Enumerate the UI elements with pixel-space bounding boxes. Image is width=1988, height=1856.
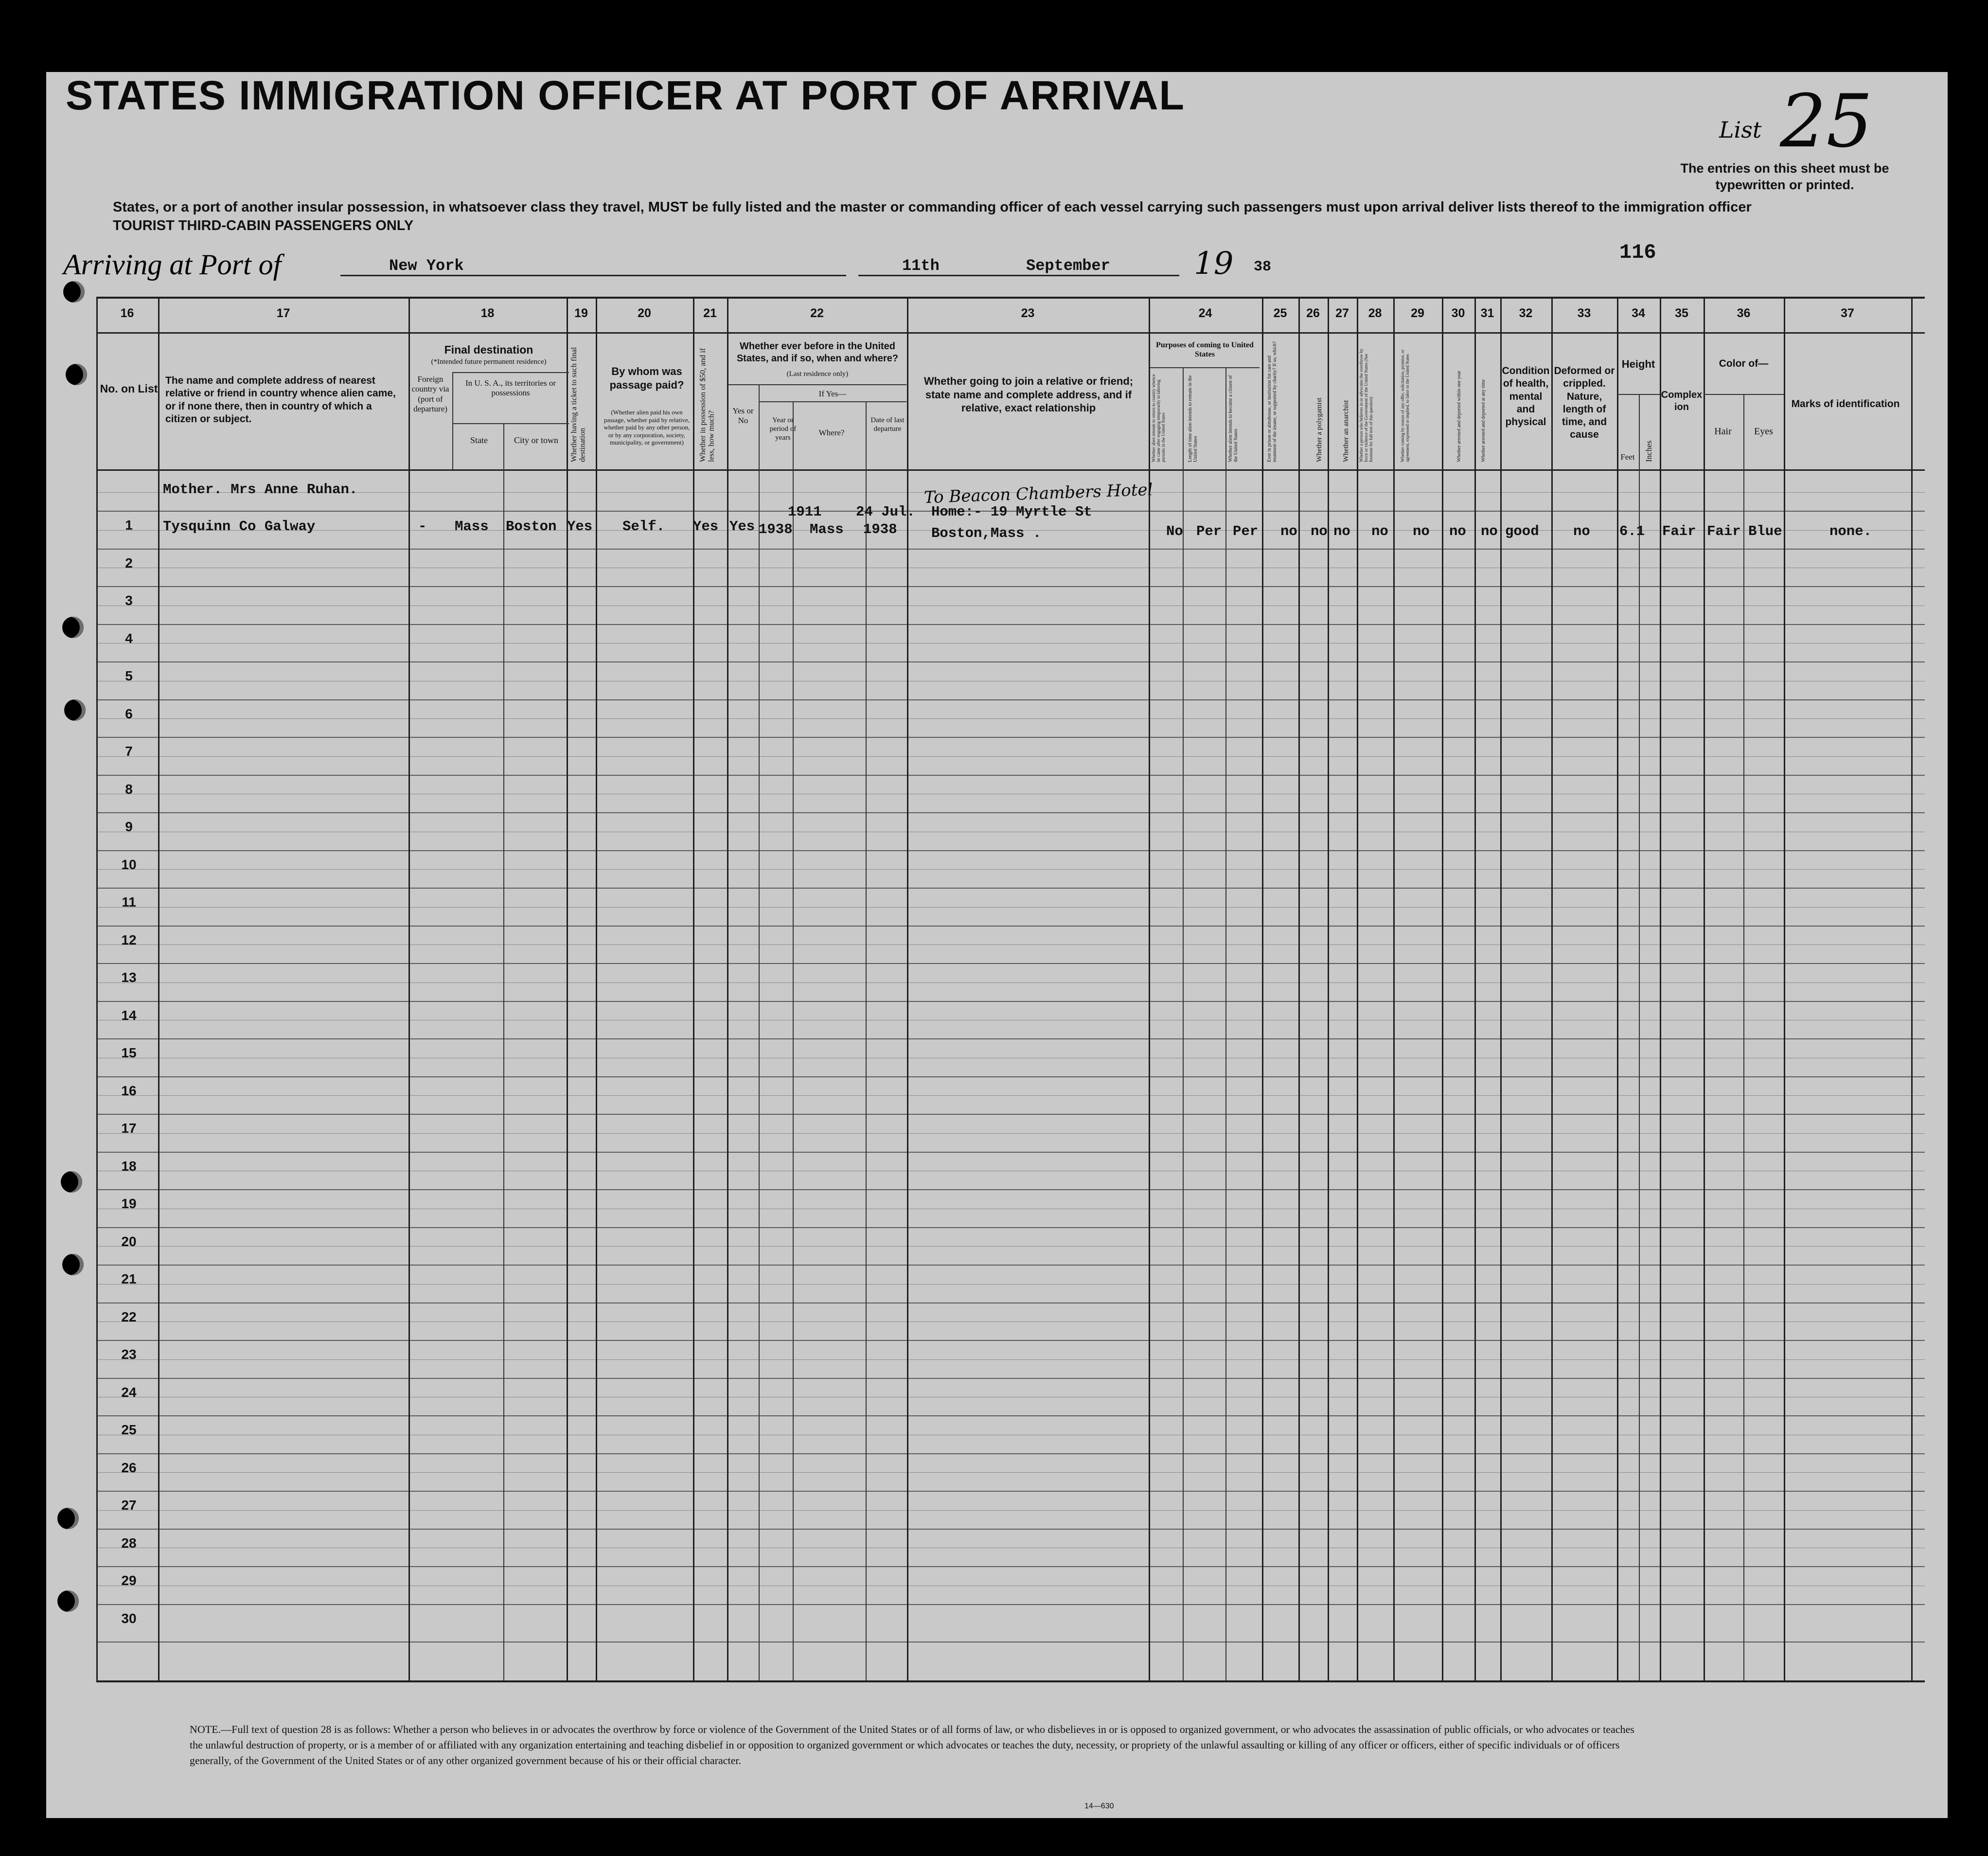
col24-b: Length of time alien intends to remain in the United States (1188, 375, 1198, 462)
row-line (96, 1227, 1925, 1228)
row-number: 3 (125, 593, 133, 608)
column-number-divider (96, 332, 1925, 334)
row-half-line (96, 1246, 1925, 1247)
foreign-country-value: - (418, 518, 427, 535)
prison-value: no (1280, 523, 1297, 539)
eyes-value: Blue (1748, 523, 1782, 539)
sub-column-divider (1183, 367, 1184, 1680)
join-handwritten: To Beacon Chambers Hotel (923, 480, 1154, 508)
column-divider (1704, 297, 1705, 1682)
col18-foreign: Foreign country via (port of departure) (411, 375, 449, 414)
join-line2: Boston,Mass . (931, 525, 1042, 541)
year-suffix: 38 (1254, 259, 1272, 275)
row-number: 26 (121, 1460, 137, 1475)
col25-header: Ever in prison or almshouse, or institution for care and treatment of the insane, or supported by charity? If so, which? (1267, 341, 1278, 462)
row-half-line (96, 718, 1925, 719)
col26-header: Whether a polygamist (1315, 397, 1323, 462)
column-number: 25 (1273, 306, 1287, 320)
complexion-value: Fair (1662, 523, 1696, 539)
row-half-line (96, 907, 1925, 908)
state-value: Mass (455, 518, 489, 535)
dest-sub-divider (452, 423, 569, 424)
labor-offer-value: no (1413, 523, 1430, 539)
column-divider (96, 297, 98, 1682)
row-half-line (96, 756, 1925, 757)
col28-header: Whether a person who believes in or advocates the overthrow by force or violence of the Government of the United States (See footnote for full text of this question) (1359, 348, 1373, 462)
row-number: 29 (121, 1573, 137, 1588)
row-half-line (96, 1359, 1925, 1360)
sub-column-divider (452, 372, 453, 469)
column-divider (1357, 297, 1358, 1682)
column-divider (1328, 297, 1329, 1682)
col24-title: Purposes of coming to United States (1156, 341, 1254, 359)
row-number: 13 (121, 970, 137, 985)
col22-where: Where? (818, 428, 845, 437)
purpose-length-value: Per (1196, 523, 1222, 539)
col22-title: Whether ever before in the United States, and if so, when and where? (736, 341, 899, 364)
row-line (96, 1001, 1925, 1002)
column-number: 35 (1675, 306, 1688, 320)
marks-value: none. (1829, 523, 1872, 539)
col37-header: Marks of identification (1791, 398, 1900, 410)
row-number: 25 (121, 1422, 137, 1437)
column-divider (158, 297, 160, 1682)
row-line (96, 737, 1925, 738)
punch-hole (61, 1171, 82, 1193)
row-line (96, 1604, 1925, 1605)
height-value: 6.1 (1619, 523, 1645, 539)
page-title: STATES IMMIGRATION OFFICER AT PORT OF ARRIVAL (66, 72, 1185, 118)
col23-header: Whether going to join a relative or friend; state name and complete address, and if relative, exact relationship (923, 375, 1134, 414)
column-divider (1298, 297, 1300, 1682)
punch-hole (62, 617, 84, 638)
arriving-label: Arriving at Port of (63, 249, 282, 281)
col35-header: Complexion (1661, 390, 1703, 412)
row-line (96, 549, 1925, 550)
overthrow-value: no (1371, 523, 1388, 539)
punch-hole (57, 1590, 79, 1612)
years-from-value: 1911 (788, 504, 822, 520)
join-line1: Home:- 19 Myrtle St (931, 504, 1092, 520)
ticket-value: Yes (567, 518, 593, 535)
column-number: 36 (1737, 306, 1751, 320)
row-half-line (96, 1095, 1925, 1096)
purpose-sub-divider (1150, 367, 1260, 368)
column-divider (1911, 297, 1913, 1682)
row-number: 4 (125, 630, 133, 646)
row-number: 27 (121, 1498, 137, 1513)
list-label: List (1719, 117, 1762, 143)
col34-inches: Inches (1644, 440, 1653, 462)
row-number: 21 (121, 1271, 137, 1286)
column-number: 28 (1368, 306, 1382, 320)
manifest-sheet (46, 72, 1948, 1818)
col16-header: No. on List (100, 382, 158, 395)
column-number: 27 (1335, 306, 1349, 320)
purpose-citizen-value: Per (1233, 523, 1259, 539)
polygamist-value: no (1311, 523, 1328, 539)
row-number: 5 (125, 668, 133, 683)
punch-hole (57, 1508, 79, 1529)
row-half-line (96, 982, 1925, 983)
row-number: 16 (121, 1083, 137, 1098)
col36-hair: Hair (1714, 426, 1732, 437)
column-number: 33 (1577, 306, 1591, 320)
column-number: 18 (480, 306, 495, 320)
col34-title: Height (1621, 358, 1655, 370)
column-number: 19 (574, 306, 588, 320)
prior-sub-divider (728, 384, 906, 385)
row-line (96, 1566, 1925, 1567)
row-number: 19 (121, 1196, 137, 1211)
row-number: 17 (121, 1121, 137, 1136)
column-number: 37 (1841, 306, 1854, 320)
column-number: 22 (810, 306, 824, 320)
col22-yesno: Yes or No (732, 406, 754, 426)
form-code: 14—630 (1084, 1802, 1114, 1810)
row-number: 8 (125, 781, 133, 797)
sub-column-divider (1743, 394, 1744, 1680)
row-line (96, 1265, 1925, 1266)
row-half-line (96, 1284, 1925, 1285)
punch-hole (63, 281, 85, 303)
col33-header: Deformed or crippled. Nature, length of time, and cause (1554, 365, 1615, 441)
row-line (96, 812, 1925, 813)
purpose-return-value: No (1166, 523, 1183, 539)
row-half-line (96, 1472, 1925, 1473)
row-line (96, 1415, 1925, 1416)
col31-header: Whether arrested and deported at any time (1481, 379, 1486, 462)
row-half-line (96, 1321, 1925, 1322)
header-bottom-border (96, 469, 1925, 471)
col36-eyes: Eyes (1754, 426, 1773, 437)
table-top-border (96, 297, 1925, 299)
row-line (96, 963, 1925, 964)
col24-a: Whether alien intends to return to country whence he came after engaging temporarily in laboring pursuits in the United States (1151, 374, 1166, 462)
col22-year: Year or period of years (769, 416, 797, 442)
column-divider (727, 297, 728, 1682)
row-number: 6 (125, 706, 133, 721)
row-number: 14 (121, 1007, 137, 1023)
instruction-text: States, or a port of another insular possession, in whatsoever class they travel, MUST be fully listed and the master or commanding officer of each vessel carrying such passengers must upon arrival deliver lists thereof to the immigration officer (113, 199, 1752, 215)
sub-column-divider (1225, 367, 1226, 1680)
col21-header: Whether in possession of $50, and if less, how much? (699, 348, 716, 462)
row-line (96, 888, 1925, 889)
column-number: 16 (120, 306, 134, 320)
row-line (96, 1378, 1925, 1379)
col18-state: State (470, 435, 488, 445)
col17-header: The name and complete address of nearest relative or friend in country whence alien came, or if none there, then in country of which a citizen or subject. (165, 375, 396, 425)
punch-hole (66, 364, 87, 385)
row-line (96, 1529, 1925, 1530)
column-number: 31 (1480, 306, 1494, 320)
class-label: TOURIST THIRD-CABIN PASSENGERS ONLY (113, 218, 414, 233)
col24-c: Whether alien intends to become a citizen of the United States (1228, 375, 1239, 462)
row-line (96, 775, 1925, 776)
date-underline (858, 275, 1179, 276)
row-number: 18 (121, 1158, 137, 1174)
list-number: 25 (1780, 79, 1873, 164)
row-number: 15 (121, 1045, 137, 1060)
column-divider (1660, 297, 1661, 1682)
table-bottom-border (96, 1680, 1925, 1682)
before-in-us-value: Yes (729, 518, 755, 535)
health-value: good (1505, 523, 1539, 539)
deformed-value: no (1573, 523, 1590, 539)
row-line (96, 1340, 1925, 1341)
row-number: 28 (121, 1535, 137, 1551)
years-to-value: 1938 (759, 521, 793, 537)
column-number: 30 (1451, 306, 1465, 320)
relative-line1: Mother. Mrs Anne Ruhan. (163, 482, 358, 498)
column-number: 20 (638, 306, 651, 320)
column-number: 23 (1021, 306, 1035, 320)
column-divider (693, 297, 694, 1682)
col20-title: By whom was passage paid? (609, 365, 684, 391)
row-line (96, 1114, 1925, 1115)
col27-header: Whether an anarchist (1342, 400, 1350, 462)
row-half-line (96, 1133, 1925, 1134)
deported-any-value: no (1481, 523, 1498, 539)
column-divider (1551, 297, 1553, 1682)
footnote-text: NOTE.—Full text of question 28 is as follows: Whether a person who believes in or advocates the overthrow by force or violence of the Government of the United States or of all forms of law, or who disbelieves in or is opposed to organized government, or who advocates the assassination of public officials, or who advocates or teaches the unlawful destruction of property, or is a member of or affiliated with any organization entertaining and teaching disbelief in or opposition to organized government or which advocates or teaches the duty, necessity, or propriety of the unlawful assaulting or killing of any officer or officers, either of specific individuals or of officers generally, of the Government of the United States or of any other organized government because of his or their official character. (190, 1723, 1634, 1767)
month-value: September (1026, 257, 1110, 275)
row-line (96, 699, 1925, 700)
sub-column-divider (793, 401, 794, 1680)
day-value: 11th (902, 257, 940, 275)
money-value: Yes (693, 518, 719, 535)
col20-note: (Whether alien paid his own passage, whether paid by relative, whether paid by any other person, or by any corporation, society, municipality, or government) (604, 409, 690, 446)
hair-value: Fair (1707, 523, 1741, 539)
column-number: 17 (276, 306, 290, 320)
deported-year-value: no (1449, 523, 1466, 539)
anarchist-value: no (1333, 523, 1350, 539)
port-underline (340, 275, 846, 276)
col22-ifyes: If Yes— (818, 389, 847, 398)
row-half-line (96, 869, 1925, 870)
column-number: 24 (1198, 306, 1212, 320)
sheet-number: 116 (1619, 241, 1656, 264)
row-number: 7 (125, 744, 133, 759)
punch-hole (62, 1254, 84, 1275)
city-value: Boston (506, 518, 557, 535)
row-line (96, 1189, 1925, 1190)
column-divider (1617, 297, 1618, 1682)
col22-note: (Last residence only) (786, 370, 849, 378)
relative-line2: Tysquinn Co Galway (163, 518, 316, 535)
col34-feet: Feet (1620, 452, 1635, 462)
column-divider (408, 297, 410, 1682)
sub-column-divider (1639, 394, 1640, 1680)
row-line (96, 1076, 1925, 1077)
column-divider (567, 297, 568, 1682)
col32-header: Condition of health, mental and physical (1502, 365, 1550, 428)
row-line (96, 1038, 1925, 1039)
row-number: 30 (121, 1610, 137, 1626)
column-divider (1393, 297, 1395, 1682)
sub-column-divider (503, 423, 504, 1680)
prior-sub-divider (759, 401, 906, 402)
row-line (96, 1491, 1925, 1492)
departure-day-value: 24 Jul. (856, 504, 915, 520)
row-line (96, 926, 1925, 927)
column-divider (596, 297, 597, 1682)
row-line (96, 1152, 1925, 1153)
row-number: 22 (121, 1309, 137, 1324)
row-number: 24 (121, 1384, 137, 1400)
row-number: 23 (121, 1347, 137, 1362)
row-line (96, 1453, 1925, 1454)
column-number: 26 (1306, 306, 1320, 320)
port-value: New York (389, 257, 464, 275)
dest-sub-divider (452, 372, 569, 373)
row-number: 11 (122, 894, 136, 910)
col18-title: Final destination (444, 343, 533, 356)
col29-header: Whether coming by reason of any offer, solicitation, promise, or agreement, expressed or implied, to labor in the United States (1400, 349, 1410, 462)
col18-usa: In U. S. A., its territories or possessions (465, 378, 556, 398)
typewritten-note: The entries on this sheet must be typewritten or printed. (1680, 161, 1889, 192)
column-divider (1262, 297, 1263, 1682)
row-half-line (96, 1510, 1925, 1511)
column-number: 32 (1519, 306, 1533, 320)
year-prefix: 19 (1194, 246, 1234, 282)
row-number: 20 (121, 1233, 137, 1249)
col22-date: Date of last departure (870, 416, 905, 433)
row-number: 10 (121, 857, 137, 872)
column-divider (1784, 297, 1785, 1682)
col36-title: Color of— (1719, 358, 1769, 369)
col30-header: Whether arrested and deported within one year (1456, 371, 1462, 462)
height-sub-divider (1617, 394, 1660, 395)
column-number: 34 (1632, 306, 1645, 320)
row-number: 1 (125, 518, 133, 533)
row-number: 2 (125, 555, 133, 571)
sub-column-divider (759, 384, 760, 1680)
row-line (96, 624, 1925, 625)
color-sub-divider (1704, 394, 1784, 395)
col19-header: Whether having a ticket to such final destination (570, 347, 587, 462)
row-number: 12 (121, 932, 137, 947)
punch-hole (64, 699, 86, 721)
paid-by-value: Self. (622, 518, 665, 535)
column-divider (1474, 297, 1476, 1682)
sub-column-divider (866, 401, 867, 1680)
row-line (96, 850, 1925, 851)
row-line (96, 586, 1925, 587)
where-value: Mass (810, 521, 844, 537)
column-divider (1149, 297, 1150, 1682)
col18-note: (*Intended future permanent residence) (431, 358, 547, 366)
departure-year-value: 1938 (863, 521, 897, 537)
row-line (96, 661, 1925, 662)
col18-city: City or town (514, 435, 558, 445)
row-number: 9 (125, 819, 133, 834)
column-number: 21 (703, 306, 717, 320)
column-number: 29 (1411, 306, 1424, 320)
column-divider (1500, 297, 1502, 1682)
column-divider (1442, 297, 1443, 1682)
